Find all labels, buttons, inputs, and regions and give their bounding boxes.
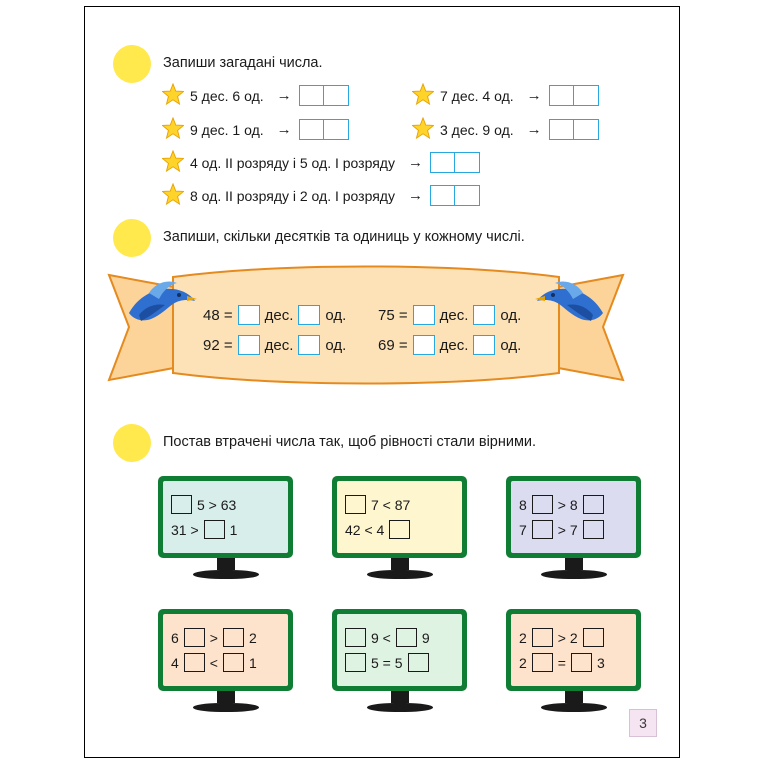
answer-box[interactable] bbox=[408, 653, 429, 672]
equation-line bbox=[171, 520, 280, 539]
answer-box[interactable] bbox=[171, 495, 192, 514]
equation-text: 5 > 63 bbox=[197, 496, 237, 513]
answer-box[interactable] bbox=[345, 495, 366, 514]
answer-box[interactable] bbox=[473, 305, 495, 325]
equation-line bbox=[171, 495, 280, 514]
answer-box[interactable] bbox=[455, 152, 480, 173]
banner-unit: од. bbox=[500, 336, 522, 354]
banner-row-2-left bbox=[203, 335, 346, 355]
monitor-screen bbox=[163, 614, 288, 686]
equation-text: > 2 bbox=[557, 629, 578, 646]
monitor-frame bbox=[506, 476, 641, 558]
equation-text: 31 > bbox=[171, 521, 199, 538]
answer-box[interactable] bbox=[324, 119, 349, 140]
monitor-base bbox=[367, 570, 433, 579]
monitor-2 bbox=[332, 476, 467, 579]
exercise-item-3 bbox=[190, 119, 349, 140]
answer-box[interactable] bbox=[299, 119, 324, 140]
monitor-screen bbox=[511, 481, 636, 553]
arrow-right-icon: → bbox=[407, 187, 423, 204]
answer-box[interactable] bbox=[223, 653, 244, 672]
exercise-item-2 bbox=[440, 85, 599, 106]
banner-unit: дес. bbox=[264, 306, 294, 324]
answer-box[interactable] bbox=[184, 628, 205, 647]
banner-expression: 75 = bbox=[378, 306, 408, 324]
page-number: 3 bbox=[629, 709, 657, 737]
exercise-item-1 bbox=[190, 85, 349, 106]
answer-box[interactable] bbox=[583, 520, 604, 539]
equation-text: 2 bbox=[519, 654, 527, 671]
answer-boxes[interactable] bbox=[299, 119, 349, 140]
star-icon bbox=[412, 117, 434, 139]
monitor-stand bbox=[391, 558, 409, 570]
bird-icon bbox=[533, 273, 611, 335]
monitor-stand bbox=[217, 558, 235, 570]
monitor-screen bbox=[337, 481, 462, 553]
monitor-5 bbox=[332, 609, 467, 712]
answer-box[interactable] bbox=[345, 628, 366, 647]
exercise-item-6 bbox=[190, 185, 480, 206]
equation-line bbox=[519, 628, 628, 647]
answer-box[interactable] bbox=[574, 85, 599, 106]
answer-box[interactable] bbox=[571, 653, 592, 672]
banner-expression: 69 = bbox=[378, 336, 408, 354]
answer-box[interactable] bbox=[204, 520, 225, 539]
equation-line bbox=[345, 520, 454, 539]
exercise-label: 4 од. II розряду і 5 од. I розряду bbox=[190, 154, 395, 171]
equation-line bbox=[171, 653, 280, 672]
answer-box[interactable] bbox=[345, 653, 366, 672]
equation-text: < bbox=[209, 654, 218, 671]
banner-unit: од. bbox=[325, 336, 347, 354]
answer-box[interactable] bbox=[413, 335, 435, 355]
equation-text: 6 bbox=[171, 629, 179, 646]
answer-box[interactable] bbox=[430, 185, 455, 206]
star-icon bbox=[162, 183, 184, 205]
monitor-stand bbox=[565, 691, 583, 703]
arrow-right-icon: → bbox=[526, 121, 542, 138]
banner-graphic bbox=[101, 255, 631, 390]
answer-boxes[interactable] bbox=[430, 152, 480, 173]
answer-boxes[interactable] bbox=[549, 85, 599, 106]
monitor-stand bbox=[565, 558, 583, 570]
answer-boxes[interactable] bbox=[549, 119, 599, 140]
equation-text: 4 bbox=[171, 654, 179, 671]
bird-icon bbox=[121, 273, 199, 335]
task-2-text: Запиши, скільки десятків та одиниць у кожному числі. bbox=[163, 229, 525, 245]
star-icon bbox=[162, 83, 184, 105]
equation-line bbox=[519, 495, 628, 514]
monitor-1 bbox=[158, 476, 293, 579]
equation-text: 9 bbox=[421, 629, 430, 646]
star-icon bbox=[412, 83, 434, 105]
monitor-screen bbox=[163, 481, 288, 553]
banner-unit: дес. bbox=[439, 336, 469, 354]
equation-text: 1 bbox=[229, 521, 238, 538]
task-bullet-3 bbox=[113, 424, 151, 462]
equation-text: 7 bbox=[519, 521, 527, 538]
monitor-base bbox=[367, 703, 433, 712]
arrow-right-icon: → bbox=[526, 87, 542, 104]
answer-box[interactable] bbox=[574, 119, 599, 140]
answer-box[interactable] bbox=[532, 520, 553, 539]
page-frame bbox=[84, 6, 680, 758]
banner-unit: дес. bbox=[264, 336, 294, 354]
banner-expression: 48 = bbox=[203, 306, 233, 324]
banner-expression: 92 = bbox=[203, 336, 233, 354]
answer-box[interactable] bbox=[455, 185, 480, 206]
equation-line bbox=[519, 520, 628, 539]
star-icon bbox=[162, 150, 184, 172]
monitor-stand bbox=[391, 691, 409, 703]
equation-text: 2 bbox=[248, 629, 257, 646]
exercise-item-5 bbox=[190, 152, 480, 173]
exercise-label: 3 дес. 9 од. bbox=[440, 121, 514, 138]
equation-text: 9 < bbox=[371, 629, 391, 646]
monitor-frame bbox=[332, 476, 467, 558]
monitor-frame bbox=[158, 476, 293, 558]
answer-box[interactable] bbox=[532, 653, 553, 672]
equation-text: 7 < 87 bbox=[371, 496, 411, 513]
equation-text: 5 = 5 bbox=[371, 654, 403, 671]
answer-box[interactable] bbox=[184, 653, 205, 672]
answer-box[interactable] bbox=[223, 628, 244, 647]
monitor-base bbox=[193, 703, 259, 712]
monitor-base bbox=[541, 703, 607, 712]
answer-boxes[interactable] bbox=[430, 185, 480, 206]
answer-box[interactable] bbox=[473, 335, 495, 355]
arrow-right-icon: → bbox=[276, 121, 292, 138]
answer-box[interactable] bbox=[389, 520, 410, 539]
equation-text: 8 bbox=[519, 496, 527, 513]
banner-unit: од. bbox=[500, 306, 522, 324]
monitor-screen bbox=[511, 614, 636, 686]
equation-line bbox=[345, 495, 454, 514]
answer-boxes[interactable] bbox=[299, 85, 349, 106]
monitor-screen bbox=[337, 614, 462, 686]
equation-text: > bbox=[209, 629, 218, 646]
equation-text: 3 bbox=[596, 654, 605, 671]
exercise-item-4 bbox=[440, 119, 599, 140]
answer-box[interactable] bbox=[532, 495, 553, 514]
equation-line bbox=[345, 628, 454, 647]
answer-box[interactable] bbox=[298, 305, 320, 325]
monitor-stand bbox=[217, 691, 235, 703]
banner-row-1-left bbox=[203, 305, 346, 325]
monitor-frame bbox=[332, 609, 467, 691]
task-3-text: Постав втрачені числа так, щоб рівності стали вірними. bbox=[163, 434, 537, 450]
exercise-label: 8 од. II розряду і 2 од. I розряду bbox=[190, 187, 395, 204]
equation-text: 42 < 4 bbox=[345, 521, 385, 538]
monitor-4 bbox=[158, 609, 293, 712]
answer-box[interactable] bbox=[583, 495, 604, 514]
equation-text: = bbox=[557, 654, 566, 671]
arrow-right-icon: → bbox=[407, 154, 423, 171]
answer-box[interactable] bbox=[549, 119, 574, 140]
answer-box[interactable] bbox=[430, 152, 455, 173]
exercise-label: 7 дес. 4 од. bbox=[440, 87, 514, 104]
banner-row-2-right bbox=[378, 335, 521, 355]
equation-line bbox=[171, 628, 280, 647]
task-bullet-2 bbox=[113, 219, 151, 257]
monitor-frame bbox=[158, 609, 293, 691]
banner-unit: од. bbox=[325, 306, 347, 324]
answer-box[interactable] bbox=[532, 628, 553, 647]
equation-line bbox=[519, 653, 628, 672]
answer-box[interactable] bbox=[324, 85, 349, 106]
equation-line bbox=[345, 653, 454, 672]
equation-text: > 7 bbox=[557, 521, 578, 538]
banner-row-1-right bbox=[378, 305, 521, 325]
task-bullet-1 bbox=[113, 45, 151, 83]
task-1-text: Запиши загадані числа. bbox=[163, 55, 323, 71]
banner-unit: дес. bbox=[439, 306, 469, 324]
answer-box[interactable] bbox=[396, 628, 417, 647]
equation-text: 1 bbox=[248, 654, 257, 671]
equation-text: 2 bbox=[519, 629, 527, 646]
answer-box[interactable] bbox=[238, 335, 260, 355]
answer-box[interactable] bbox=[299, 85, 324, 106]
monitor-base bbox=[541, 570, 607, 579]
answer-box[interactable] bbox=[549, 85, 574, 106]
monitor-base bbox=[193, 570, 259, 579]
monitor-6 bbox=[506, 609, 641, 712]
monitor-frame bbox=[506, 609, 641, 691]
exercise-label: 9 дес. 1 од. bbox=[190, 121, 264, 138]
exercise-label: 5 дес. 6 од. bbox=[190, 87, 264, 104]
arrow-right-icon: → bbox=[276, 87, 292, 104]
answer-box[interactable] bbox=[298, 335, 320, 355]
answer-box[interactable] bbox=[238, 305, 260, 325]
answer-box[interactable] bbox=[413, 305, 435, 325]
equation-text: > 8 bbox=[557, 496, 578, 513]
answer-box[interactable] bbox=[583, 628, 604, 647]
monitor-3 bbox=[506, 476, 641, 579]
star-icon bbox=[162, 117, 184, 139]
